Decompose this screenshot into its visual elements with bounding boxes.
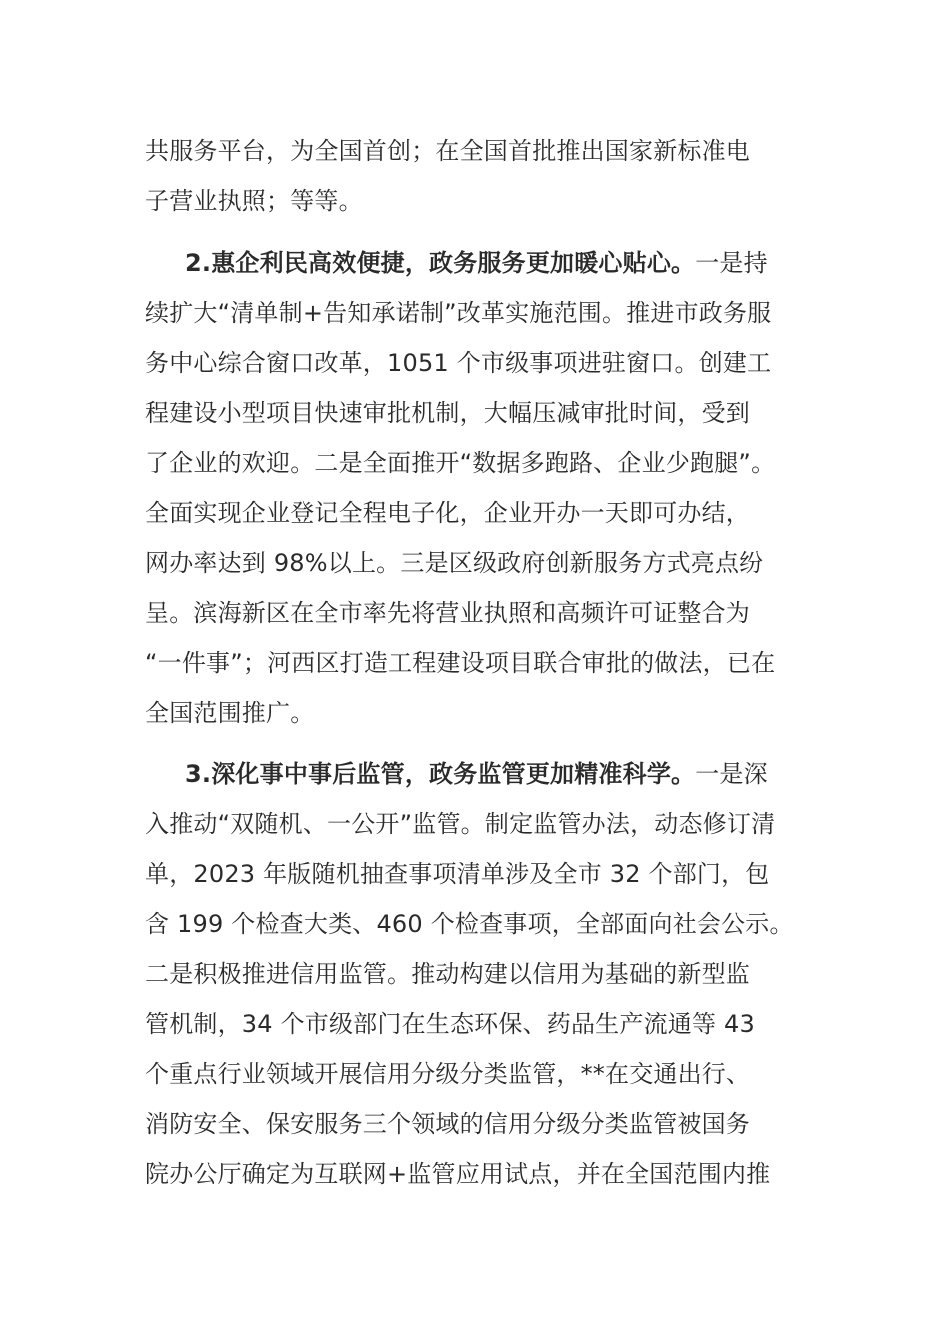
paragraph-line: 单，2023 年版随机抽查事项清单涉及全市 32 个部门，包 <box>145 860 770 888</box>
paragraph-line: 子营业执照；等等。 <box>145 187 363 215</box>
paragraph-1 <box>145 126 825 226</box>
paragraph-line: 呈。滨海新区在全市率先将营业执照和高频许可证整合为 <box>145 599 750 627</box>
paragraph-line: 续扩大“清单制+告知承诺制”改革实施范围。推进市政务服 <box>145 299 772 327</box>
paragraph-text: 一是深 <box>695 760 768 788</box>
paragraph-text: 一是持 <box>695 249 768 277</box>
paragraph-line: 程建设小型项目快速审批机制，大幅压减审批时间，受到 <box>145 399 750 427</box>
paragraph-line: 二是积极推进信用监管。推动构建以信用为基础的新型监 <box>145 960 750 988</box>
paragraph-2 <box>145 238 825 738</box>
paragraph-line: 全国范围推广。 <box>145 699 315 727</box>
section-heading: 2.惠企利民高效便捷，政务服务更加暖心贴心。 <box>185 249 696 277</box>
paragraph-line: 个重点行业领域开展信用分级分类监管，**在交通出行、 <box>145 1060 751 1088</box>
paragraph-first-line <box>145 238 825 288</box>
paragraph-3 <box>145 749 825 1199</box>
paragraph-line: 全面实现企业登记全程电子化，企业开办一天即可办结， <box>145 499 750 527</box>
paragraph-line: 院办公厅确定为互联网+监管应用试点，并在全国范围内推 <box>145 1160 771 1188</box>
paragraph-first-line <box>145 749 825 799</box>
paragraph-line: 务中心综合窗口改革，1051 个市级事项进驻窗口。创建工 <box>145 349 772 377</box>
paragraph-line: 了企业的欢迎。二是全面推开“数据多跑路、企业少跑腿”。 <box>145 449 776 477</box>
paragraph-line: 管机制，34 个市级部门在生态环保、药品生产流通等 43 <box>145 1010 755 1038</box>
paragraph-line: 网办率达到 98%以上。三是区级政府创新服务方式亮点纷 <box>145 549 764 577</box>
section-heading: 3.深化事中事后监管，政务监管更加精准科学。 <box>185 760 696 788</box>
paragraph-line: 共服务平台，为全国首创；在全国首批推出国家新标准电 <box>145 137 750 165</box>
paragraph-line: “一件事”；河西区打造工程建设项目联合审批的做法，已在 <box>145 649 776 677</box>
paragraph-line: 含 199 个检查大类、460 个检查事项，全部面向社会公示。 <box>145 910 794 938</box>
paragraph-line: 消防安全、保安服务三个领域的信用分级分类监管被国务 <box>145 1110 750 1138</box>
paragraph-line: 入推动“双随机、一公开”监管。制定监管办法，动态修订清 <box>145 810 776 838</box>
